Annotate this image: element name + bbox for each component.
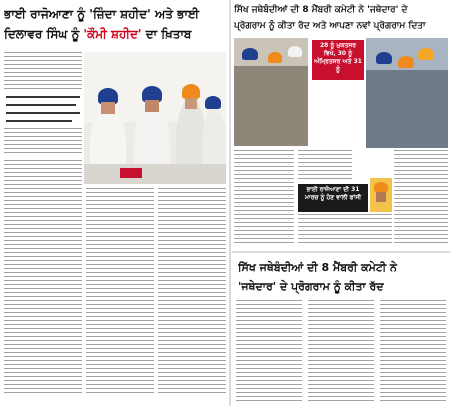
text-column-b [298, 150, 352, 182]
clipping-right-top-headline-line2: ਪ੍ਰੋਗਰਾਮ ਨੂੰ ਕੀਤਾ ਰੱਦ ਅਤੇ ਆਪਣਾ ਨਵਾਂ ਪ੍ਰੋਗਰਾਮ ਦਿਤਾ [234, 21, 426, 31]
clipping-right-bottom-headline-line2: 'ਜਥੇਦਾਰ' ਦੇ ਪ੍ਰੋਗਰਾਮ ਨੂੰ ਕੀਤਾ ਰੱਦ [238, 280, 384, 293]
clipping-right-bottom-headline-line1: ਸਿੱਖ ਜਥੇਬੰਦੀਆਂ ਦੀ 8 ਮੈਂਬਰੀ ਕਮੇਟੀ ਨੇ [238, 261, 397, 274]
headline-part: ਦਾ ਖ਼ਿਤਾਬ [141, 27, 192, 41]
portrait-face [376, 192, 386, 202]
clipping-divider [229, 0, 231, 406]
crowd [234, 66, 308, 146]
white-turban [288, 46, 302, 57]
clipping-right-top [232, 0, 450, 250]
bullet-line [6, 120, 72, 122]
callout-red: 28 ਨੂੰ ਮੁਕਤਸਰ ਵਿਖੇ, 30 ਨੂੰ ਅੰਮ੍ਰਿਤਸਰ ਅਤੇ 31 ਨੂੰ [312, 40, 364, 80]
table-edge [84, 164, 226, 184]
headline-part: ਦਿਲਾਵਰ ਸਿੰਘ ਨੂੰ [4, 27, 84, 41]
blue-turban [242, 48, 258, 60]
face [185, 98, 197, 109]
clipping-divider-horizontal [232, 251, 450, 253]
face [101, 102, 115, 114]
orange-turban [418, 48, 434, 60]
body-text-column-2 [86, 188, 154, 396]
bullet-line [6, 96, 80, 98]
body-text-column-3 [158, 188, 226, 396]
face [145, 100, 159, 112]
clipping-left-headline-line1: ਭਾਈ ਰਾਜੋਆਣਾ ਨੂੰ 'ਜ਼ਿੰਦਾ ਸ਼ਹੀਦ' ਅਤੇ ਭਾਈ [4, 7, 200, 21]
portrait-inset [370, 178, 392, 212]
gathering-photo [234, 38, 308, 146]
text-column-c [394, 150, 448, 246]
body-text-column-2 [308, 300, 374, 402]
body-text-column-1 [4, 160, 82, 396]
portrait-turban [374, 182, 388, 192]
intro-text-column-2 [4, 128, 82, 156]
clipping-right-bottom [232, 254, 450, 406]
clipping-left-headline-line2 [4, 26, 226, 42]
people [366, 70, 448, 148]
blue-turban [376, 52, 392, 64]
speakers-photo [84, 52, 226, 184]
orange-turban [398, 56, 414, 68]
text-column-a [234, 150, 294, 246]
intro-text-column [4, 52, 82, 90]
orange-turban [268, 52, 282, 63]
headline-red-part: 'ਕੌਮੀ ਸ਼ਹੀਦ' [83, 27, 142, 41]
clipping-right-top-headline-line1: ਸਿੱਖ ਜਥੇਬੰਦੀਆਂ ਦੀ 8 ਮੈਂਬਰੀ ਕਮੇਟੀ ਨੇ 'ਜਥੇਦਾਰ' ਦੇ [234, 5, 408, 15]
meeting-photo [366, 38, 448, 148]
red-placard [120, 168, 142, 178]
bullet-line [6, 104, 76, 106]
text-column-d [298, 214, 392, 246]
bullet-line [6, 112, 80, 114]
orange-turban [182, 84, 200, 99]
body-text-column-1 [236, 300, 302, 402]
callout-black: ਭਾਈ ਰਾਜੋਆਣਾ ਦੀ 31 ਮਾਰਚ ਨੂੰ ਹੋਣ ਵਾਲੀ ਫਾਂਸੀ [298, 184, 368, 212]
body-text-column-3 [380, 300, 446, 402]
blue-turban [205, 96, 221, 109]
